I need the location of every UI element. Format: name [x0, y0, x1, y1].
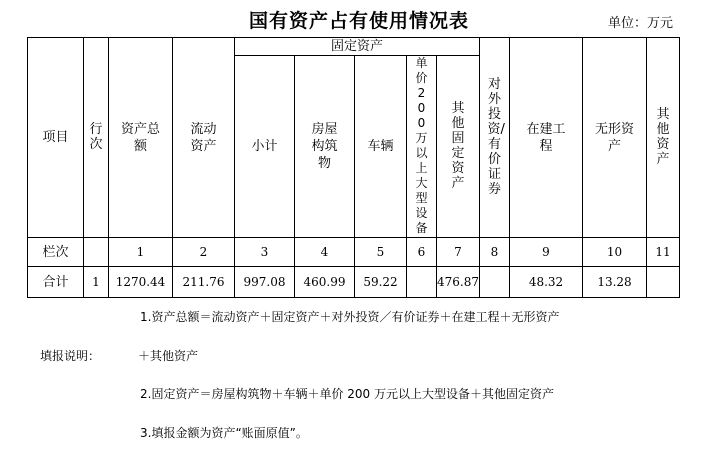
total-value: 13.28	[583, 267, 647, 298]
note-line-2: 2.固定资产＝房屋构筑物＋车辆＋单价 200 万元以上大型设备＋其他固定资产	[140, 387, 554, 401]
header-buildings: 房屋构筑物	[295, 56, 355, 238]
header-other-fixed: 其他固定资产	[437, 56, 480, 238]
total-value: 48.32	[510, 267, 583, 298]
notes-label: 填报说明：	[40, 349, 101, 363]
asset-table	[27, 37, 680, 298]
total-row-no: 1	[84, 267, 109, 298]
total-value	[647, 267, 680, 298]
column-number: 7	[437, 238, 480, 267]
column-number: 4	[295, 238, 355, 267]
header-construction: 在建工程	[510, 38, 583, 238]
header-current-assets: 流动资产	[173, 38, 235, 238]
column-number: 11	[647, 238, 680, 267]
total-value: 476.87	[437, 267, 480, 298]
column-number: 6	[407, 238, 437, 267]
total-row	[28, 267, 680, 298]
total-value: 460.99	[295, 267, 355, 298]
header-external-investment: 对外投资/有价证券	[480, 38, 510, 238]
total-value	[407, 267, 437, 298]
header-vehicles: 车辆	[355, 56, 407, 238]
column-number: 9	[510, 238, 583, 267]
unit-label: 单位：万元	[608, 16, 674, 31]
column-number: 8	[480, 238, 510, 267]
column-number: 5	[355, 238, 407, 267]
header-large-equipment: 单价200万以上大型设备	[407, 56, 437, 238]
column-number: 10	[583, 238, 647, 267]
header-row-no: 行次	[84, 38, 109, 238]
header-total-assets: 资产总额	[109, 38, 173, 238]
header-intangible: 无形资产	[583, 38, 647, 238]
column-number: 2	[173, 238, 235, 267]
total-value: 1270.44	[109, 267, 173, 298]
note-line-1-continued: ＋其他资产	[138, 349, 199, 363]
column-number-blank	[84, 238, 109, 267]
note-line-3: 3.填报金额为资产“账面原值”。	[140, 426, 308, 440]
page-title: 国有资产占有使用情况表	[248, 10, 469, 32]
total-label: 合计	[28, 267, 84, 298]
header-other-assets: 其他资产	[647, 38, 680, 238]
note-line-1: 1.资产总额＝流动资产＋固定资产＋对外投资／有价证券＋在建工程＋无形资产	[140, 310, 560, 324]
total-value: 59.22	[355, 267, 407, 298]
total-value: 997.08	[235, 267, 295, 298]
column-number: 3	[235, 238, 295, 267]
column-number-label: 栏次	[28, 238, 84, 267]
column-number: 1	[109, 238, 173, 267]
column-number-row	[28, 238, 680, 267]
header-fixed-assets-group: 固定资产	[235, 38, 480, 56]
header-subtotal: 小计	[235, 56, 295, 238]
header-item: 项目	[28, 38, 84, 238]
total-value: 211.76	[173, 267, 235, 298]
total-value	[480, 267, 510, 298]
